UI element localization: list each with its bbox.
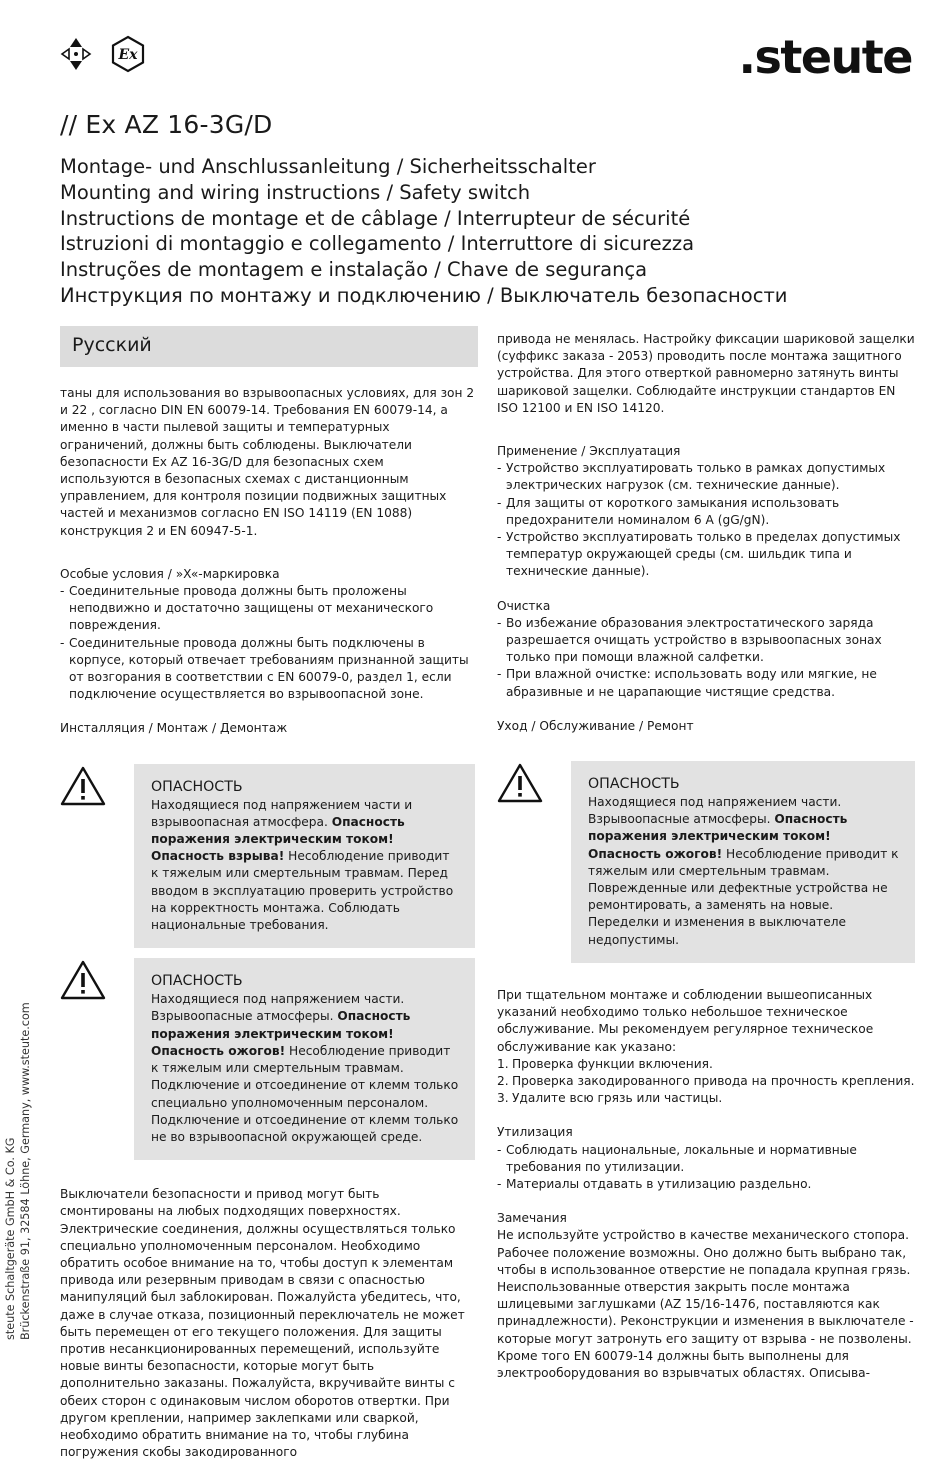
danger-notice-3 [497, 761, 915, 963]
danger-notice-2 [60, 958, 475, 1160]
danger-text: Находящиеся под напряжением части. Взрывоопасные атмосферы. Опасность поражения электрическим током! Опасность ожогов! Несоблюдение приводит к тяжелым или смертельным травмам. Поврежденные или дефектные устройства не ремонтировать, а заменять на новые. Переделки и изменения в выключателе недопустимы. [588, 795, 899, 947]
danger-box [134, 764, 475, 949]
document-title: // Ex AZ 16-3G/D [60, 110, 273, 139]
company-name: steute Schaltgeräte GmbH & Co. KG [4, 1137, 17, 1340]
list-item: - Соединительные провода должны быть проложены неподвижно и достаточно защищены от механического повреждения. [60, 584, 434, 633]
ex-hexagon-icon [110, 35, 146, 73]
warning-triangle-icon [497, 761, 571, 808]
company-sidebar [3, 980, 33, 1340]
list-item: - При влажной очистке: использовать воду или мягкие, не абразивные и не царапающие чистящие средства. [497, 667, 877, 699]
subtitle-pt: Instruções de montagem e instalação / Chave de segurança [60, 258, 648, 282]
notes-heading: Замечания [497, 1211, 567, 1226]
company-address: Brückenstraße 91, 32584 Löhne, Germany, www.steute.com [19, 1002, 32, 1340]
subtitle-it: Istruzioni di montaggio e collegamento / Interruttore di sicurezza [60, 232, 695, 256]
maintenance-paragraph: При тщательном монтаже и соблюдении вышеописанных указаний необходимо только небольшое техническое обслуживание. Мы рекомендуем регулярное техническое обслуживание как указано: [497, 987, 874, 1054]
danger-notice-1 [60, 764, 475, 949]
svg-text:Ex: Ex [118, 47, 138, 63]
subtitle-fr: Instructions de montage et de câblage / Interrupteur de sécurité [60, 206, 691, 230]
list-item: - Соединительные провода должны быть подключены в корпусе, который отвечает требованиям признанной защиты от возгорания в соответствии с EN 60079-0, раздел 1, если подключение осуществляется во взрывоопасной зоне. [60, 635, 469, 702]
list-item: - Во избежание образования электростатического заряда разрешается очищать устройство в взрывоопасных зонах только при помощи влажной салфетки. [497, 615, 882, 665]
subtitle-en: Mounting and wiring instructions / Safety switch [60, 180, 531, 204]
list-item: - Устройство эксплуатировать только в пределах допустимых температур окружающей среды (см. шильдик типа и технические данные). [497, 530, 901, 579]
notes-paragraph: Не используйте устройство в качестве механического стопора. Рабочее положение возможны. Оно должно быть выбрано так, чтобы в использованное отверстие не попадала крупная грязь. Неиспользованные отверстия закрыть после монтажа шлицевыми заглушками (AZ 15/16-1476, поставляются как принадлежности). Реконструкции и изменения в выключателе - которые могут затронуть его защиту от взрыва - не позволены. Кроме того EN 60079-14 должны быть выполнены для электрооборудования во взрывчатых областях. Описыва- [497, 1228, 914, 1380]
eu-hazard-diamond-icon [58, 36, 94, 72]
warning-triangle-icon [60, 764, 134, 811]
danger-box [571, 761, 915, 963]
list-item: 3. Удалите всю грязь или частицы. [497, 1091, 723, 1106]
continued-paragraph: привода не менялась. Настройку фиксации шариковой защелки (суффикс заказа - 2053) проводить после монтажа защитного устройства. Для этого отверткой равномерно затянуть винты шариковой защелки. Соблюдайте инструкции стандартов EN ISO 12100 и EN ISO 14120. [497, 332, 915, 415]
cleaning-heading: Очистка [497, 598, 551, 613]
list-item: - Устройство эксплуатировать только в рамках допустимых электрических нагрузок (см. технические данные). [497, 461, 886, 493]
subtitle-list [60, 154, 787, 309]
installation-heading: Инсталляция / Монтаж / Демонтаж [60, 721, 288, 736]
subtitle-ru: Инструкция по монтажу и подключению / Выключатель безопасности [60, 283, 788, 307]
list-item: - Материалы отдавать в утилизацию раздельно. [497, 1176, 812, 1191]
danger-text: Находящиеся под напряжением части. Взрывоопасные атмосферы. Опасность поражения электрическим током! Опасность ожогов! Несоблюдение приводит к тяжелым или смертельным травмам. Подключение и отсоединение от клемм только специально уполномоченным персоналом. Подключение и отсоединение от клемм только не во взрывоопасной окружающей среде. [151, 992, 459, 1144]
mounting-paragraph: Выключатели безопасности и привод могут быть смонтированы на любых подходящих поверхностях. Электрические соединения, должны осуществляться только специально уполномоченным персоналом. Необходимо обратить особое внимание на то, чтобы доступ к элементам привода или резервным приводам в связи с опасностью манипуляций был заблокирован. Пожалуйста убедитесь, что, даже в случае отказа, позиционный переключатель не может быть перемещен от его текущего положения. Для защиты против несанкционированных перемещений, используйте новые винты безопасности, которые могут быть дополнительно заказаны. Пожалуйста, вкручивайте винты с обеих сторон с одинаковым числом оборотов отвертки. При другом креплении, например заклепками или сваркой, необходимо обратить внимание на то, чтобы глубина погружения скобы закодированного [60, 1187, 465, 1460]
language-bar [60, 326, 478, 367]
language-label: Русский [72, 334, 152, 356]
danger-title: ОПАСНОСТЬ [151, 973, 243, 990]
warning-triangle-icon [60, 958, 134, 1005]
list-item: 2. Проверка закодированного привода на прочность крепления. [497, 1073, 915, 1088]
header-icons [58, 36, 146, 72]
brand-logo: .steute [738, 30, 912, 84]
left-column [60, 385, 475, 1461]
intro-paragraph: таны для использования во взрывоопасных условиях, для зон 2 и 22 , согласно DIN EN 60079-14. Требования EN 60079-14, а именно в части пылевой защиты и температурных ограничений, должны быть соблюдены. Выключатели безопасности Ex AZ 16-3G/D для безопасных схем используются в безопасных схемах с дистанционным управлением, для контроля позиции подвижных защитных частей и механизмов согласно EN ISO 14119 (EN 1088) конструкция 2 и EN 60947-5-1. [60, 386, 475, 538]
use-heading: Применение / Эксплуатация [497, 444, 681, 459]
danger-title: ОПАСНОСТЬ [151, 778, 243, 795]
list-item: - Соблюдать национальные, локальные и нормативные требования по утилизации. [497, 1142, 857, 1174]
subtitle-de: Montage- und Anschlussanleitung / Sicherheitsschalter [60, 155, 596, 178]
list-item: 1. Проверка функции включения. [497, 1056, 713, 1071]
danger-text: Находящиеся под напряжением части и взрывоопасная атмосфера. Опасность поражения электрическим током! Опасность взрыва! Несоблюдение приводит к тяжелым или смертельным травмам. Перед вводом в эксплуатацию проверить устройство на корректность монтажа. Соблюдать национальные требования. [151, 797, 454, 933]
service-heading: Уход / Обслуживание / Ремонт [497, 718, 694, 733]
special-conditions-heading: Особые условия / »X«-маркировка [60, 566, 280, 581]
danger-title: ОПАСНОСТЬ [588, 776, 680, 793]
list-item: - Для защиты от короткого замыкания использовать предохранители номиналом 6 A (gG/gN). [497, 495, 840, 527]
right-column [497, 331, 915, 1382]
danger-box [134, 958, 475, 1160]
disposal-heading: Утилизация [497, 1125, 573, 1140]
